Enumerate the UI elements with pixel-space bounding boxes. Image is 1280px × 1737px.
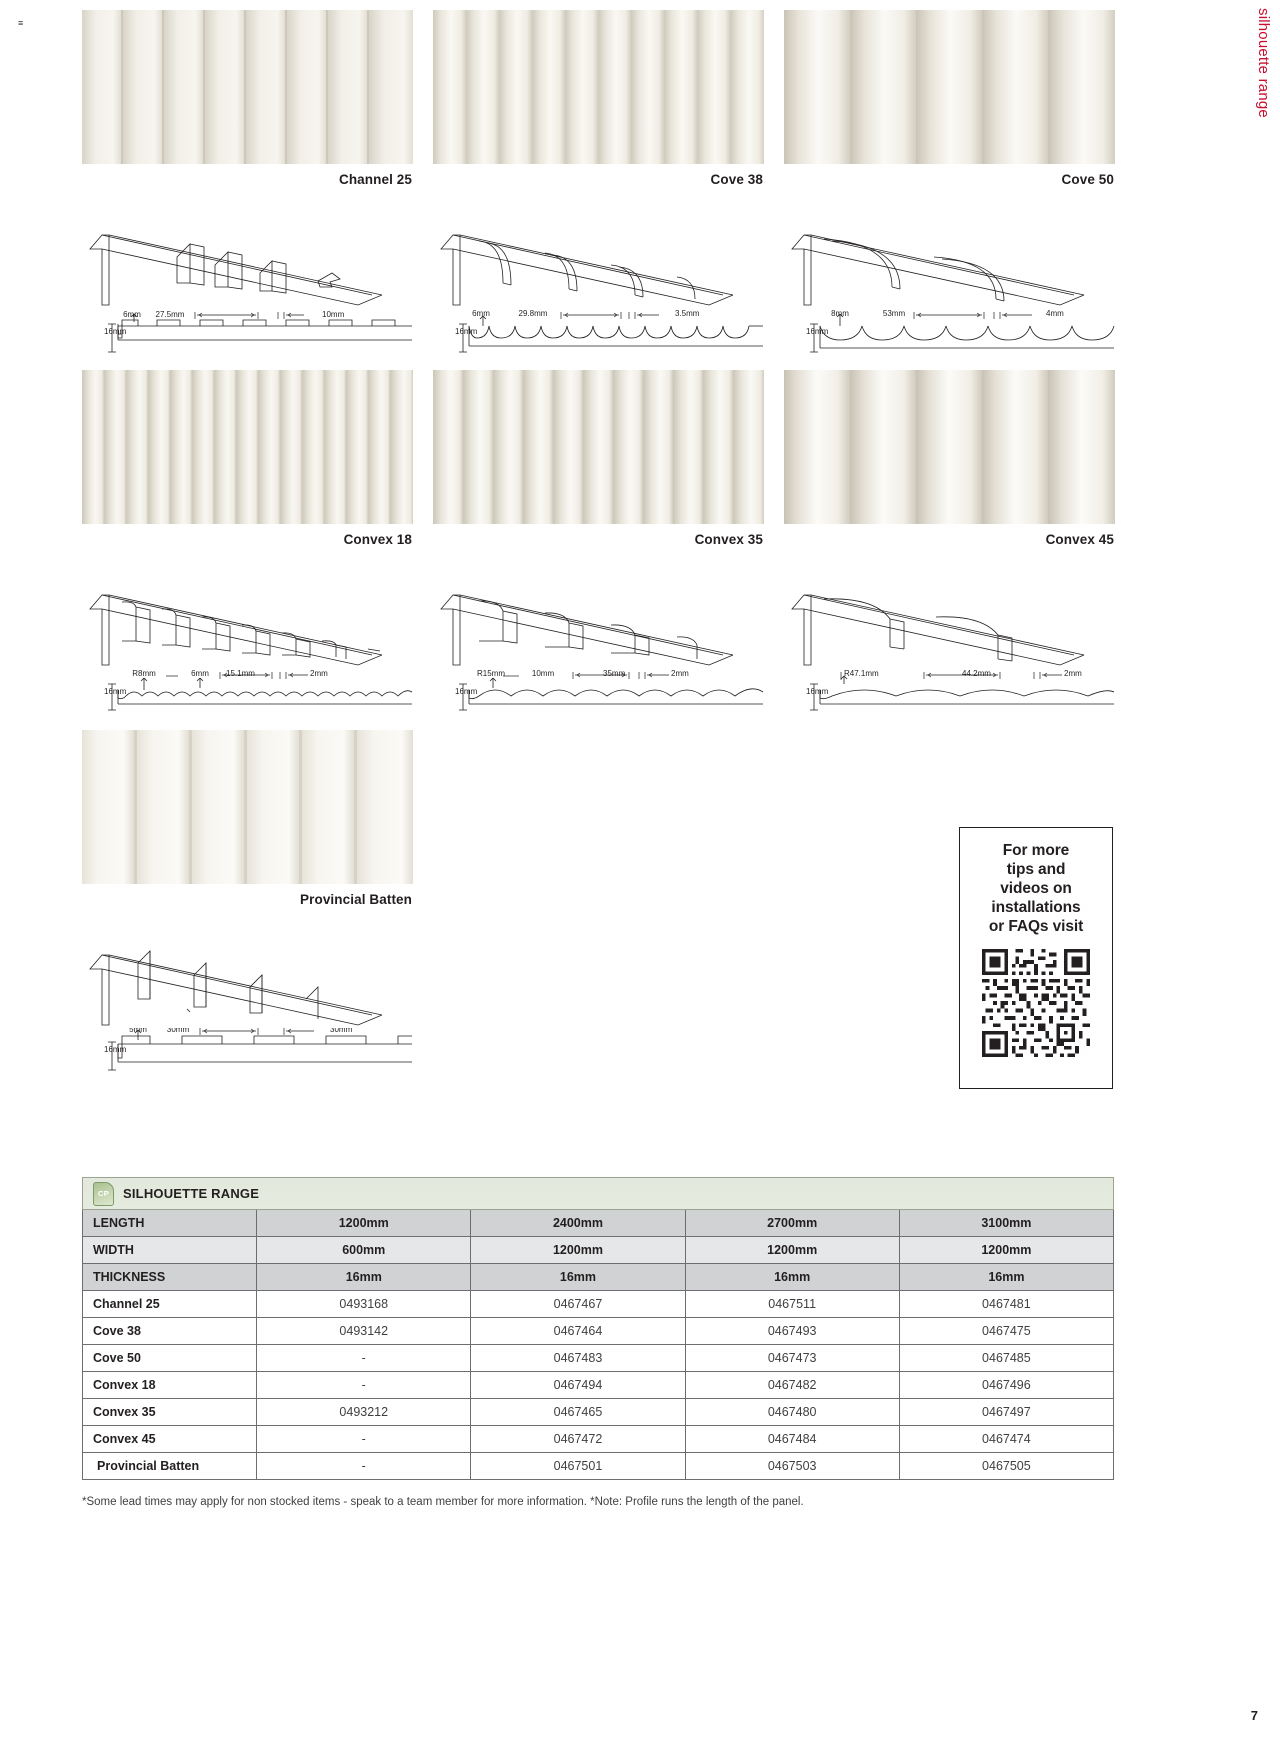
isometric-drawing-cove-38 [433,187,764,312]
header-width-col-1: 600mm [257,1237,471,1264]
dim-b-label: 10mm [531,669,555,678]
profile-row-1 [82,10,1114,360]
table-row [83,1453,1114,1480]
qr-text-line-1: For more [1002,842,1070,859]
silhouette-range-table [82,1177,1114,1480]
product-code: - [257,1453,471,1480]
table-row [83,1399,1114,1426]
qr-text-line-4: installations [991,898,1081,916]
product-code: 0467481 [899,1291,1113,1318]
section-drawing-cove-50 [784,308,1115,360]
dim-c-label: 4mm [1046,309,1064,318]
isometric-drawing-convex-35 [433,547,764,672]
page-number: 7 [1250,1708,1258,1723]
header-label-width: WIDTH [83,1237,257,1264]
header-width-col-4: 1200mm [899,1237,1113,1264]
header-thickness-col-3: 16mm [685,1264,899,1291]
product-code: 0467473 [685,1345,899,1372]
product-code: 0467472 [471,1426,685,1453]
product-code: 0467494 [471,1372,685,1399]
product-code: - [257,1345,471,1372]
qr-text-line-3: videos on [1000,879,1072,897]
product-code: 0467501 [471,1453,685,1480]
product-card-channel-25 [82,10,413,360]
row-label: Convex 35 [83,1399,257,1426]
header-width-col-3: 1200mm [685,1237,899,1264]
header-thickness-col-2: 16mm [471,1264,685,1291]
dim-b-label: 27.5mm [155,310,185,319]
product-code: 0467475 [899,1318,1113,1345]
product-card-convex-45 [784,370,1115,720]
dim-b-label: 29.8mm [518,309,548,318]
table-title: SILHOUETTE RANGE [123,1186,260,1201]
crop-mark: ≡ [18,18,23,28]
row-label: Provincial Batten [83,1453,257,1480]
header-width-col-2: 1200mm [471,1237,685,1264]
section-drawing-channel-25 [82,308,413,360]
dim-a-label: 6mm [472,309,490,318]
header-length-col-3: 2700mm [685,1210,899,1237]
product-name-convex-45: Convex 45 [1045,532,1114,547]
dim-c-label: 10mm [322,310,345,319]
product-code: 0467480 [685,1399,899,1426]
section-drawing-convex-35 [433,668,764,720]
qr-text-line-5: or FAQs visit [988,917,1084,935]
table-header-width [83,1237,1114,1264]
product-card-provincial-batten [82,730,413,1080]
row-label: Convex 45 [83,1426,257,1453]
row-label: Convex 18 [83,1372,257,1399]
product-code: 0467483 [471,1345,685,1372]
dim-c-label: 3.5mm [675,309,700,318]
dim-b-label: 44.2mm [962,669,991,678]
section-drawing-convex-45 [784,668,1115,720]
product-card-cove-38 [433,10,764,360]
product-code: 0493168 [257,1291,471,1318]
product-code: 0467474 [899,1426,1113,1453]
panel-swatch-channel-25 [82,10,413,164]
product-card-cove-50 [784,10,1115,360]
panel-swatch-convex-35 [433,370,764,524]
isometric-drawing-provincial-batten [82,907,413,1032]
product-code: 0467497 [899,1399,1113,1426]
table-row [83,1291,1114,1318]
product-code: 0467467 [471,1291,685,1318]
product-card-convex-18 [82,370,413,720]
isometric-drawing-convex-45 [784,547,1115,672]
section-drawing-convex-18 [82,668,413,720]
product-code: 0467511 [685,1291,899,1318]
qr-code[interactable] [982,949,1090,1057]
product-card-convex-35 [433,370,764,720]
dim-thickness-label: 16mm [455,327,478,336]
header-thickness-col-4: 16mm [899,1264,1113,1291]
isometric-drawing-convex-18 [82,547,413,672]
product-code: 0493212 [257,1399,471,1426]
qr-info-box [959,827,1113,1089]
row-label: Cove 38 [83,1318,257,1345]
table-row [83,1318,1114,1345]
table-row [83,1345,1114,1372]
profile-row-2 [82,370,1114,720]
dim-c-label: 15.1mm [226,669,255,678]
product-code: - [257,1372,471,1399]
product-code: 0467484 [685,1426,899,1453]
table-header-length [83,1210,1114,1237]
header-label-thickness: THICKNESS [83,1264,257,1291]
product-name-channel-25: Channel 25 [338,172,412,187]
product-name-cove-50: Cove 50 [1061,172,1114,187]
product-code: - [257,1426,471,1453]
header-length-col-1: 1200mm [257,1210,471,1237]
panel-swatch-provincial-batten [82,730,413,884]
section-drawing-provincial-batten [82,1028,413,1080]
product-code: 0467485 [899,1345,1113,1372]
dim-a-label: 8mm [831,309,849,318]
dim-d-label: 2mm [671,669,689,678]
product-code: 0467493 [685,1318,899,1345]
dim-thickness-label: 16mm [104,687,127,696]
product-code: 0467505 [899,1453,1113,1480]
table-header-thickness [83,1264,1114,1291]
side-tab-label: silhouette range [1255,8,1272,118]
row-label: Cove 50 [83,1345,257,1372]
dim-thickness-label: 16mm [104,327,127,336]
table-row [83,1372,1114,1399]
dim-a-label: 6mm [123,310,141,319]
dim-a-label: R8mm [132,669,156,678]
dim-thickness-label: 16mm [104,1045,127,1054]
cp-logo-icon: CP [93,1182,114,1206]
dim-b-label: 6mm [191,669,209,678]
dim-a-label: R15mm [476,669,506,678]
table-title-row [83,1178,1114,1210]
dim-b-label: 53mm [882,309,906,318]
isometric-drawing-cove-50 [784,187,1115,312]
header-length-col-2: 2400mm [471,1210,685,1237]
dim-d-label: 2mm [310,669,328,678]
spec-table-wrapper [82,1177,1114,1480]
panel-swatch-cove-50 [784,10,1115,164]
isometric-drawing-channel-25 [82,187,413,312]
dim-thickness-label: 16mm [455,687,478,696]
product-code: 0467464 [471,1318,685,1345]
product-code: 0467503 [685,1453,899,1480]
product-code: 0467465 [471,1399,685,1426]
table-footnote: *Some lead times may apply for non stocked items - speak to a team member for more information. *Note: Profile runs the length of the panel. [82,1496,804,1508]
dim-c-label: 2mm [1064,669,1082,678]
panel-swatch-convex-45 [784,370,1115,524]
dim-a-label: R47.1mm [844,669,879,678]
section-drawing-cove-38 [433,308,764,360]
product-code: 0493142 [257,1318,471,1345]
dim-b-label: 30mm [166,1028,190,1034]
product-code: 0467482 [685,1372,899,1399]
product-name-cove-38: Cove 38 [710,172,763,187]
dim-thickness-label: 16mm [806,327,829,336]
header-label-length: LENGTH [83,1210,257,1237]
row-label: Channel 25 [83,1291,257,1318]
panel-swatch-cove-38 [433,10,764,164]
header-length-col-4: 3100mm [899,1210,1113,1237]
dim-c-label: 35mm [603,669,626,678]
table-row [83,1426,1114,1453]
product-name-provincial-batten: Provincial Batten [300,892,412,907]
header-thickness-col-1: 16mm [257,1264,471,1291]
product-name-convex-35: Convex 35 [694,532,763,547]
dim-a-label: 5mm [129,1028,147,1034]
qr-text-line-2: tips and [1006,860,1066,878]
product-code: 0467496 [899,1372,1113,1399]
product-name-convex-18: Convex 18 [343,532,412,547]
dim-c-label: 30mm [330,1028,353,1034]
dim-thickness-label: 16mm [806,687,829,696]
panel-swatch-convex-18 [82,370,413,524]
